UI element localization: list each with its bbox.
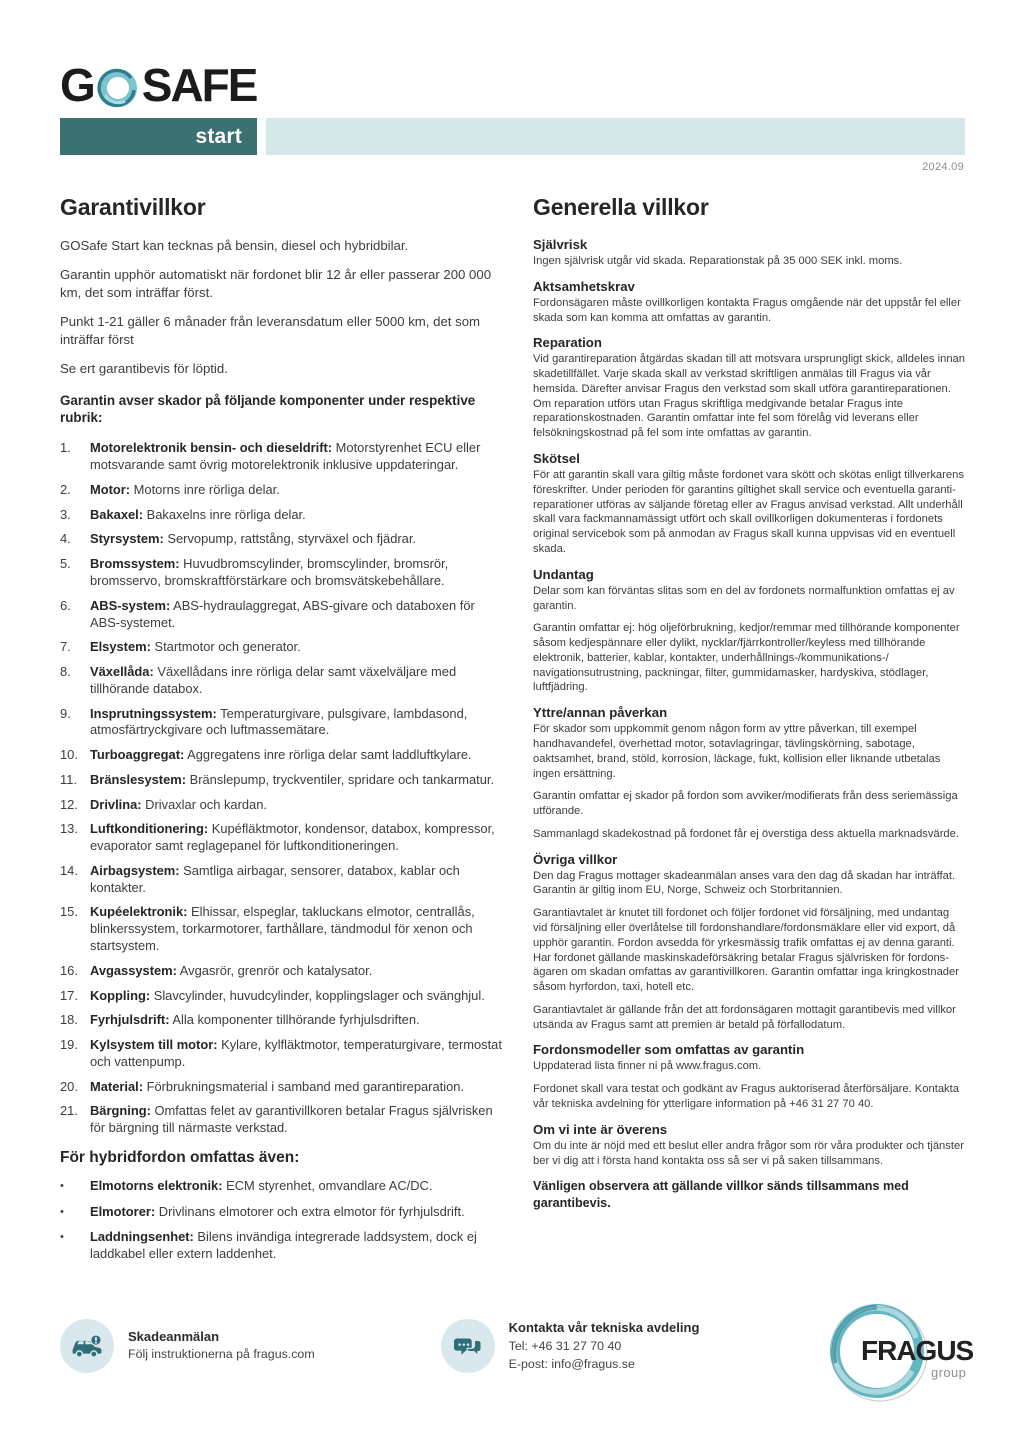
item-number: 20. [60, 1078, 78, 1094]
component-list-item [60, 556, 507, 590]
item-number: 9. [60, 705, 71, 721]
item-text: Huvudbromscylinder, bromscylinder, bromsrör, bromsservo, bromskraftförstärkare och bromsvätskebehållare. [90, 556, 449, 588]
item-text: Kupéfläktmotor, kondensor, databox, kompressor, evaporator samt reglagepanel för luftkonditioneringen. [90, 821, 495, 854]
item-number: 19. [60, 1037, 78, 1053]
general-section [533, 705, 965, 841]
item-number: 15. [60, 904, 78, 920]
general-section [533, 237, 965, 269]
component-list-item [60, 904, 507, 954]
item-term: Elmotorns elektronik: [90, 1177, 223, 1193]
component-list-item [60, 1012, 507, 1029]
item-text: Bakaxelns inre rörliga delar. [143, 506, 306, 522]
item-term: Bromssystem: [90, 556, 180, 572]
item-term: Koppling: [90, 987, 151, 1003]
component-list-item [60, 664, 507, 698]
version-date: 2024.09 [922, 161, 964, 173]
claims-title: Skadeanmälan [128, 1328, 220, 1344]
item-text: Temperaturgivare, pulsgivare, lambdasond, atmosfärtryckgivare och luftmassemätare. [90, 705, 468, 738]
item-text: Avgasrör, grenrör och katalysator. [176, 962, 373, 978]
section-paragraph: För att garantin skall vara giltig måste fordonet vara skött och skötas enligt tillverkarens föreskrifter. Under perioden för garantins giltighet skall service och eventuella garantireparationer utföras av säljande företag eller av Fragus anvisad verkstad. Allt underhåll skall vara fackmannamässigt utfört och skall ovillkorligen dokumenteras i fordonets original servicebok som på anmodan av Fragus skall kunna uppvisas vid en eventuell skada. [533, 469, 964, 555]
section-heading: Övriga villkor [533, 851, 618, 867]
intro-paragraph: Punkt 1-21 gäller 6 månader från leveransdatum eller 5000 km, det som inträffar först [60, 314, 481, 347]
component-list-item [60, 1103, 507, 1137]
section-paragraph: Garantin omfattar ej skador på fordon som avviker/modifierats från dess seriemässiga utförande. [533, 790, 958, 818]
section-heading: Reparation [533, 335, 602, 351]
item-text: ECM styrenhet, omvandlare AC/DC. [222, 1177, 433, 1193]
section-paragraph: Ingen självrisk utgår vid skada. Reparationstak på 35 000 SEK inkl. moms. [533, 255, 903, 267]
section-paragraph: Sammanlagd skadekostnad på fordonet får ej överstiga dess aktuella marknadsvärde. [533, 827, 959, 840]
left-column-title: Garantivillkor [60, 194, 206, 220]
component-list-item [60, 797, 507, 814]
component-list [60, 440, 507, 1137]
item-term: Bakaxel: [90, 506, 144, 522]
item-text: Samtliga airbagar, sensorer, databox, kablar och kontakter. [90, 862, 460, 895]
component-list-item [60, 507, 507, 524]
document-body [60, 194, 965, 1272]
item-text: Bilens invändiga integrerade laddsystem, dock ej laddkabel eller extern laddenhet. [90, 1229, 477, 1262]
component-list-item [60, 772, 507, 789]
component-list-item [60, 598, 507, 632]
section-paragraph: Vid garantireparation åtgärdas skadan till att motsvara ursprungligt skick, alldeles innan skadetillfället. Varje skada skall av verkstad skriftligen anmälas till Fragus via vår hemsida. Därefter anvisar Fragus den verkstad som skall utföra garantireparationen. Om reparation utförs utan Fragus skriftliga medgivande betalar Fragus inte reparationskostnaden. Garantin omfattar inte fel som förelåg vid leverans eller felsökningskostnad på fel som inte omfattas av garantin. [533, 353, 965, 440]
header-bars [60, 118, 965, 155]
item-text: Motorstyrenhet ECU eller motsvarande samt övrig motorelektronik inklusive uppdateringar. [90, 440, 481, 473]
item-term: Styrsystem: [90, 531, 164, 547]
component-list-item [60, 1037, 507, 1071]
item-text: Drivaxlar och kardan. [141, 796, 267, 812]
technical-contact-block [441, 1319, 700, 1374]
item-number: 21. [60, 1103, 78, 1119]
item-term: Laddningsenhet: [90, 1229, 194, 1245]
item-text: Motorns inre rörliga delar. [130, 481, 280, 497]
item-term: Kupéelektronik: [90, 904, 188, 920]
component-list-item [60, 1079, 507, 1096]
section-paragraph: Den dag Fragus mottager skadeanmälan anses vara den dag då skadan har inträffat. Garantin är giltig inom EU, Norge, Schweiz och Storbritannien. [533, 869, 956, 897]
section-paragraph: För skador som uppkommit genom någon form av yttre påverkan, till exempel handhavandefel, överhettad motor, sotavlagringar, tävlingskörning, sabotage, oaktsamhet, brand, stöld, korrosion, läckage, fukt, kollision eller liknande utbetalas ingen ersättning. [533, 723, 941, 780]
section-paragraph: Fordonet skall vara testat och godkänt av Fragus auktoriserad återförsäljare. Kontakta vår tekniska avdelning för ytterligare information på +46 31 27 70 40. [533, 1083, 959, 1111]
intro-paragraphs [60, 237, 507, 378]
item-text: ABS-hydraulaggregat, ABS-givare och databoxen för ABS-systemet. [90, 597, 475, 630]
hybrid-list [60, 1178, 507, 1263]
logo-text-g: G [60, 59, 94, 111]
contact-phone: Tel: +46 31 27 70 40 [508, 1338, 622, 1353]
section-paragraph: Uppdaterad lista finner ni på www.fragus.com. [533, 1060, 762, 1073]
fragus-logo-name: FRAGUS [861, 1335, 974, 1366]
warranty-terms-column [60, 194, 507, 1272]
component-list-item [60, 747, 507, 764]
item-number: 10. [60, 747, 78, 763]
product-badge-label: start [195, 124, 242, 148]
fragus-group-logo [819, 1291, 994, 1411]
item-number: 3. [60, 506, 71, 522]
bullet-marker: • [60, 1179, 64, 1192]
item-number: 13. [60, 821, 78, 837]
item-term: Motorelektronik bensin- och dieseldrift: [90, 440, 333, 456]
item-text: Drivlinans elmotorer och extra elmotor för fyrhjulsdrift. [155, 1203, 465, 1219]
item-term: Insprutningssystem: [90, 705, 217, 721]
component-list-item [60, 639, 507, 656]
item-term: Bränslesystem: [90, 771, 187, 787]
item-number: 16. [60, 962, 78, 978]
car-warning-icon [60, 1319, 114, 1373]
item-term: Motor: [90, 481, 131, 497]
item-term: Kylsystem till motor: [90, 1037, 218, 1053]
item-number: 5. [60, 556, 71, 572]
item-number: 8. [60, 664, 71, 680]
section-heading: Aktsamhetskrav [533, 278, 635, 294]
fragus-logo-sub: group [931, 1365, 967, 1380]
item-text: Alla komponenter tillhörande fyrhjulsdriften. [169, 1012, 420, 1028]
item-text: Aggregatens inre rörliga delar samt laddluftkylare. [184, 747, 472, 763]
item-text: Startmotor och generator. [150, 639, 301, 655]
section-paragraph: Delar som kan förväntas slitas som en del av fordonets normalfunktion omfattas ej av garantin. [533, 584, 955, 612]
item-term: Luftkonditionering: [90, 821, 209, 837]
intro-paragraph: GOSafe Start kan tecknas på bensin, diesel och hybridbilar. [60, 238, 409, 253]
contact-email: E-post: info@fragus.se [508, 1356, 635, 1371]
component-list-item [60, 963, 507, 980]
general-section [533, 335, 965, 441]
section-paragraph: Fordonsägaren måste ovillkorligen kontakta Fragus omgående när det uppstår fel eller skada som kan komma att omfattas av garantin. [533, 296, 961, 324]
item-term: Växellåda: [90, 664, 154, 680]
hybrid-list-item [60, 1204, 507, 1221]
gosafe-logo [60, 58, 256, 112]
item-term: Fyrhjulsdrift: [90, 1012, 170, 1028]
item-term: Material: [90, 1078, 144, 1094]
item-text: Växellådans inre rörliga delar samt växelväljare med tillhörande databox. [90, 664, 457, 696]
bullet-marker: • [60, 1205, 64, 1218]
item-text: Elhissar, elspeglar, takluckans elmotor, centrallås, blinkerssystem, torkarmotorer, farthållare, tändmodul för xenon och startsystem. [90, 904, 475, 953]
general-section [533, 852, 965, 1033]
item-text: Slavcylinder, huvudcylinder, kopplingslager och svänghjul. [150, 987, 485, 1003]
logo-text-safe: SAFE [141, 59, 257, 111]
section-heading: Självrisk [533, 237, 588, 252]
item-number: 11. [60, 771, 77, 787]
header-accent-bar [266, 118, 965, 155]
section-heading: Om vi inte är överens [533, 1121, 668, 1137]
intro-paragraph: Garantin upphör automatiskt när fordonet blir 12 år eller passerar 200 000 km, det som inträffar först. [60, 267, 492, 300]
hybrid-section-heading: För hybridfordon omfattas även: [60, 1148, 300, 1166]
section-heading: Fordonsmodeller som omfattas av garantin [533, 1042, 805, 1058]
section-heading: Yttre/annan påverkan [533, 705, 668, 721]
general-terms-column [533, 194, 965, 1272]
component-list-item [60, 531, 507, 548]
item-number: 7. [60, 639, 71, 655]
section-heading: Undantag [533, 566, 594, 582]
item-term: Avgassystem: [90, 962, 177, 978]
intro-paragraph: Se ert garantibevis för löptid. [60, 361, 228, 377]
item-term: Bärgning: [90, 1103, 151, 1119]
item-text: Servopump, rattstång, styrväxel och fjädrar. [163, 531, 417, 547]
item-number: 2. [60, 481, 71, 497]
item-number: 17. [60, 987, 78, 1003]
general-section [533, 451, 965, 557]
component-list-item [60, 706, 507, 740]
general-section [533, 1042, 965, 1111]
component-list-item [60, 440, 507, 474]
item-text: Bränslepump, tryckventiler, spridare och tankarmatur. [186, 771, 495, 787]
item-term: ABS-system: [90, 597, 171, 613]
item-number: 1. [60, 440, 71, 456]
general-sections [533, 237, 965, 1168]
item-term: Turboaggregat: [90, 747, 185, 763]
page-footer [60, 1305, 994, 1425]
product-badge [60, 118, 257, 155]
general-section [533, 1122, 965, 1169]
closing-note: Vänligen observera att gällande villkor sänds tillsammans med garantibevis. [533, 1179, 909, 1211]
claims-contact-block [60, 1319, 315, 1373]
item-term: Drivlina: [90, 796, 142, 812]
hybrid-list-item [60, 1178, 507, 1195]
section-paragraph: Garantin omfattar ej: hög oljeförbrukning, kedjor/remmar med tillhörande komponenter såsom kedjespännare eller dylikt, nycklar/fjärrkontroller/keyless med tillhörande elektronik, batterier, kablar, kontakter, underhållnings-/kommunikations-/ navigationsutrustning, packningar, filter, gummidamasker, hardyskiva, stödlager, luftfjädring. [533, 622, 960, 694]
item-number: 18. [60, 1012, 78, 1028]
component-list-item [60, 821, 507, 855]
chat-icon [441, 1319, 495, 1373]
item-number: 14. [60, 862, 78, 878]
section-paragraph: Garantiavtalet är gällande från det att fordonsägaren mottagit garantibevis med villkor utsända av Fragus samt att premien är betald på förfallodatum. [533, 1003, 956, 1031]
item-text: Omfattas felet av garantivillkoren betalar Fragus självrisken för bärgning till närmaste verkstad. [90, 1103, 493, 1136]
claims-instruction: Följ instruktionerna på fragus.com [128, 1347, 315, 1362]
item-number: 12. [60, 796, 78, 812]
item-term: Elmotorer: [90, 1203, 156, 1219]
item-number: 6. [60, 597, 71, 613]
components-list-heading: Garantin avser skador på följande komponenter under respektive rubrik: [60, 392, 476, 425]
bullet-marker: • [60, 1231, 64, 1244]
component-list-item [60, 988, 507, 1005]
contact-title: Kontakta vår tekniska avdeling [508, 1320, 700, 1335]
section-paragraph: Om du inte är nöjd med ett beslut eller andra frågor som rör våra produkter och tjänster ber vi dig att i första hand kontakta oss så ser vi på saken tillsammans. [533, 1139, 964, 1167]
component-list-item [60, 863, 507, 897]
hybrid-list-item [60, 1229, 507, 1263]
section-paragraph: Garantiavtalet är knutet till fordonet och följer fordonet vid försäljning, med undantag vid försäljning eller överlåtelse till fordonshandlare/fordonsmäklare eller vid export, då upphör garantin. Fordon avsedda för yrkesmässig trafik omfattas ej av denna garanti. Har fordonet gällande maskinskadeförsäkring betalar Fragus självrisken för fordonsägaren om skadan omfattas av garantivillkoren. Garantin omfattar inga kringkostnader såsom hyrfordon, taxi, hotell etc. [533, 907, 959, 994]
item-text: Kylare, kylfläktmotor, temperaturgivare, termostat och vattenpump. [90, 1037, 502, 1069]
item-number: 4. [60, 531, 71, 547]
component-list-item [60, 482, 507, 499]
general-section [533, 279, 965, 326]
item-term: Elsystem: [90, 639, 151, 655]
section-heading: Skötsel [533, 451, 580, 467]
right-column-title: Generella villkor [533, 194, 709, 220]
item-text: Förbrukningsmaterial i samband med garantireparation. [143, 1078, 465, 1094]
gosafe-o-ring-icon [95, 65, 141, 111]
general-section [533, 567, 965, 695]
item-term: Airbagsystem: [90, 862, 180, 878]
